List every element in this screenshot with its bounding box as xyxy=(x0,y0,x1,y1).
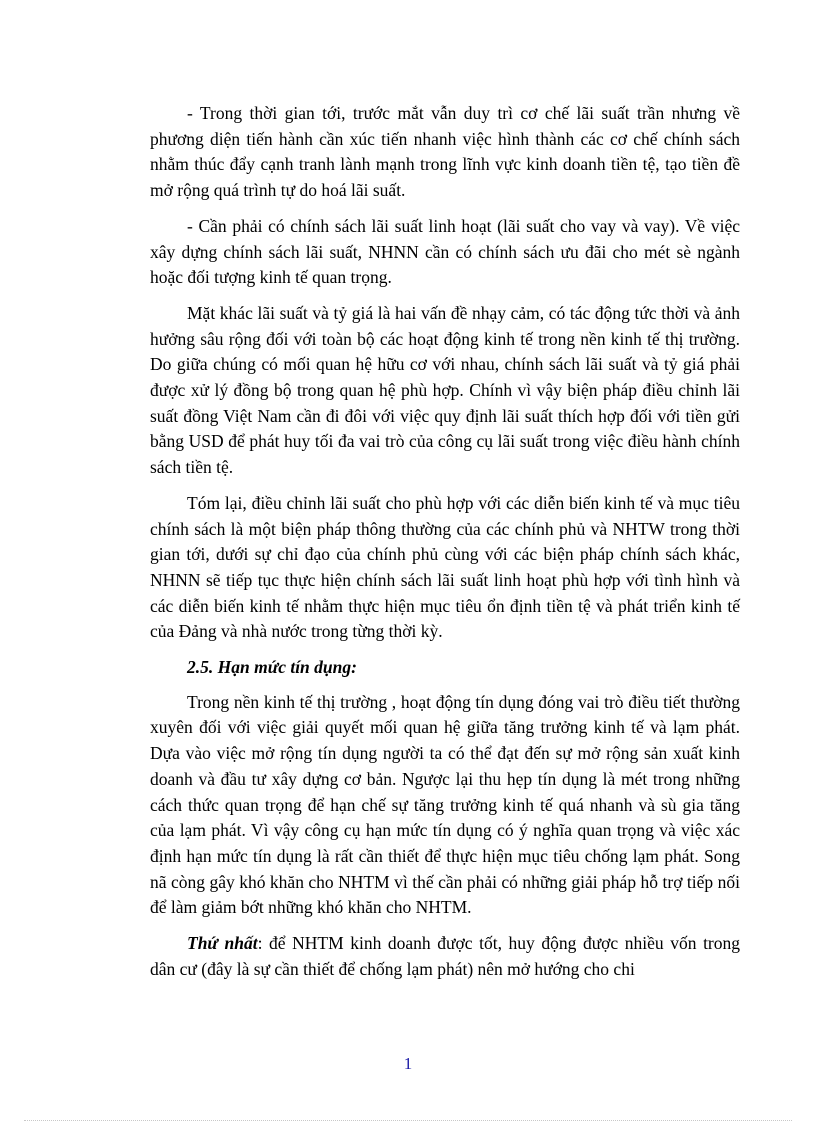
first-point-lead: Thứ nhất xyxy=(187,933,258,954)
paragraph-interest-ceiling: - Trong thời gian tới, trước mắt vẫn duy trì cơ chế lãi suất trần nhưng về phương diện tiến hành cần xúc tiến nhanh việc hình thành các cơ chế chính sách nhằm thúc đẩy cạnh tranh lành mạnh trong lĩnh vực kinh doanh tiền tệ, tạo tiền đề mở rộng quá trình tự do hoá lãi suất. xyxy=(150,103,740,201)
paragraph-interest-exchange-rate: Mặt khác lãi suất và tỷ giá là hai vấn đề nhạy cảm, có tác động tức thời và ảnh hưởng sâu rộng đối với toàn bộ các hoạt động kinh tế trong nền kinh tế thị trường. Do giữa chúng có mối quan hệ hữu cơ với nhau, chính sách lãi suất và tỷ giá phải được xử lý đồng bộ trong quan hệ phù hợp. Chính vì vậy biện pháp điều chỉnh lãi suất đồng Việt Nam cần đi đôi với việc quy định lãi suất thích hợp đối với tiền gửi bằng USD để phát huy tối đa vai trò của công cụ lãi suất trong việc điều hành chính sách tiền tệ. xyxy=(150,302,740,478)
paragraph-summary: Tóm lại, điều chỉnh lãi suất cho phù hợp với các diễn biến kinh tế và mục tiêu chính sách là một biện pháp thông thường của các chính phủ và NHTW trong thời gian tới, dưới sự chỉ đạo của chính phủ cùng với các biện pháp chính sách khác, NHNN sẽ tiếp tục thực hiện chính sách lãi suất linh hoạt phù hợp với tình hình và các diễn biến kinh tế nhằm thực hiện mục tiêu ổn định tiền tệ và phát triển kinh tế của Đảng và nhà nước trong từng thời kỳ. xyxy=(150,492,740,642)
document-body xyxy=(150,101,740,991)
section-heading: 2.5. Hạn mức tín dụng: xyxy=(187,657,357,678)
page-number: 1 xyxy=(403,1054,413,1073)
paragraph-credit-limit: Trong nền kinh tế thị trường , hoạt động tín dụng đóng vai trò điều tiết thường xuyên đối với việc giải quyết mối quan hệ giữa tăng trưởng kinh tế và lạm phát. Dựa vào việc mở rộng tín dụng người ta có thể đạt đến sự mở rộng sản xuất kinh doanh và đầu tư xây dựng cơ bản. Ngược lại thu hẹp tín dụng là mét trong những cách thức quan trọng để hạn chế sự tăng trưởng kinh tế quá nhanh và sù gia tăng của lạm phát. Vì vậy công cụ hạn mức tín dụng có ý nghĩa quan trọng và việc xác định hạn mức tín dụng là rất cần thiết để thực hiện mục tiêu chống lạm phát. Song nã còng gây khó khăn cho NHTM vì thế cần phải có những giải pháp hỗ trợ tiếp nối để làm giảm bớt những khó khăn cho NHTM. xyxy=(150,691,740,918)
paragraph-first-point xyxy=(150,931,740,982)
paragraph-flexible-rate-policy: - Cần phải có chính sách lãi suất linh hoạt (lãi suất cho vay và vay). Về việc xây dựng chính sách lãi suất, NHNN cần có chính sách ưu đãi cho mét sè ngành hoặc đối tượng kinh tế quan trọng. xyxy=(150,215,740,288)
page-bottom-edge xyxy=(24,1120,792,1121)
first-point-text: : để NHTM kinh doanh được tốt, huy động được nhiều vốn trong dân cư (đây là sự cần thiết để chống lạm phát) nên mở hướng cho chi xyxy=(150,933,741,979)
